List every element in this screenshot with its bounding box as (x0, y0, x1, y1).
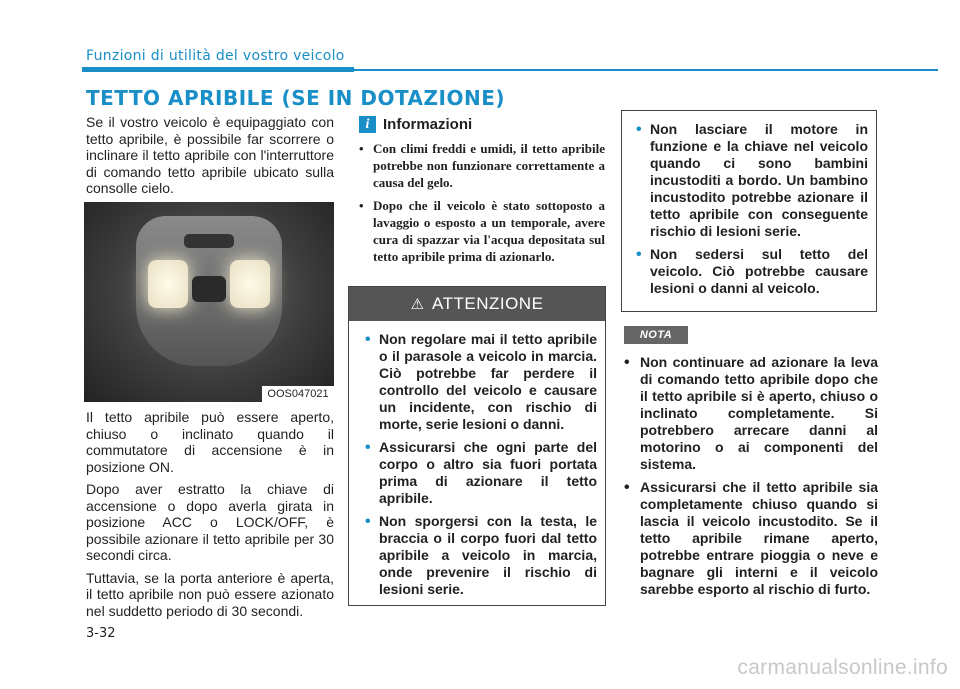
info-list (357, 140, 605, 271)
overhead-console (136, 216, 282, 366)
warning-item: • Non regolare mai il tetto apribile o il parasole a veicolo in marcia. Ciò potrebbe far perdere il controllo del veicolo e causare un incidente, con rischio di morte, serie lesioni o danni. (365, 331, 597, 433)
warning-list (365, 331, 597, 604)
warning-item: • Assicurarsi che ogni parte del corpo o altro sia fuori portata prima di azionare il tetto apribile. (365, 439, 597, 507)
warning-item: • Non sedersi sul tetto del veicolo. Ciò potrebbe causare lesioni o danni al veicolo. (636, 246, 868, 297)
warning-header (349, 287, 605, 321)
header-title: Funzioni di utilità del vostro veicolo (86, 48, 345, 64)
nota-item: • Assicurarsi che il tetto apribile sia completamente chiuso quando si lascia il veicolo incustodito. Se il tetto apribile rimane aperto, potrebbe entrare pioggia o neve e bagnare gli interni e il veicolo sarebbe esporto al rischio di furto. (624, 479, 878, 598)
body-paragraph: Il tetto apribile può essere aperto, chiuso o inclinato quando il commutatore di accensione è in posizione ON. (86, 409, 334, 475)
warning-triangle-icon: ⚠ (410, 296, 425, 313)
body-text (86, 409, 334, 619)
intro-text: Se il vostro veicolo è equipaggiato con tetto apribile, è possibile far scorrere o inclinare il tetto apribile con l'interruttore di comando tetto apribile ubicato sulla consolle cielo. (86, 114, 334, 196)
info-title: Informazioni (383, 116, 473, 133)
warning-box-continued (621, 110, 877, 312)
body-paragraph: Tuttavia, se la porta anteriore è aperta, il tetto apribile non può essere azionato nel suddetto periodo di 30 secondi. (86, 569, 334, 619)
info-item: • Con climi freddi e umidi, il tetto apribile potrebbe non funzionare correttamente a causa del gelo. (357, 140, 605, 191)
map-lamp-left (148, 260, 188, 308)
intro-paragraph (86, 114, 334, 197)
map-lamp-right (230, 260, 270, 308)
header-rule (354, 69, 938, 71)
warning-list-continued (636, 121, 868, 303)
warning-item: • Non lasciare il motore in funzione e la chiave nel veicolo quando ci sono bambini incustoditi a bordo. Un bambino incustodito potrebbe azionare il tetto apribile con conseguente rischio di lesioni serie. (636, 121, 868, 240)
overhead-console-photo (84, 202, 334, 402)
nota-list (624, 354, 878, 604)
body-paragraph: Dopo aver estratto la chiave di accensione o dopo averla girata in posizione ACC o LOCK/OFF, è possibile azionare il tetto apribile per 30 secondi circa. (86, 481, 334, 563)
warning-title: ATTENZIONE (432, 294, 544, 313)
figure-caption: OOS047021 (262, 386, 334, 402)
section-title: TETTO APRIBILE (SE IN DOTAZIONE) (86, 86, 506, 110)
info-item: • Dopo che il veicolo è stato sottoposto a lavaggio o esposto a un temporale, avere cura di spazzar via l'acqua depositata sul tetto apribile prima di azionarlo. (357, 197, 605, 265)
header-bar (82, 67, 354, 72)
sunroof-switch (192, 276, 226, 302)
lamp-buttons (184, 234, 234, 248)
nota-item: • Non continuare ad azionare la leva di comando tetto apribile dopo che il tetto apribile si è aperto, chiuso o inclinato completamente. Si potrebbero arrecare danni al motorino o ai componenti del sistema. (624, 354, 878, 473)
nota-badge: NOTA (624, 326, 688, 344)
watermark: carmanualsonline.info (737, 656, 948, 679)
page-number: 3-32 (86, 626, 116, 641)
warning-box (348, 286, 606, 606)
info-icon: i (359, 116, 376, 133)
warning-item: • Non sporgersi con la testa, le braccia o il corpo fuori dal tetto apribile a veicolo in marcia, onde prevenire il rischio di lesioni serie. (365, 513, 597, 598)
